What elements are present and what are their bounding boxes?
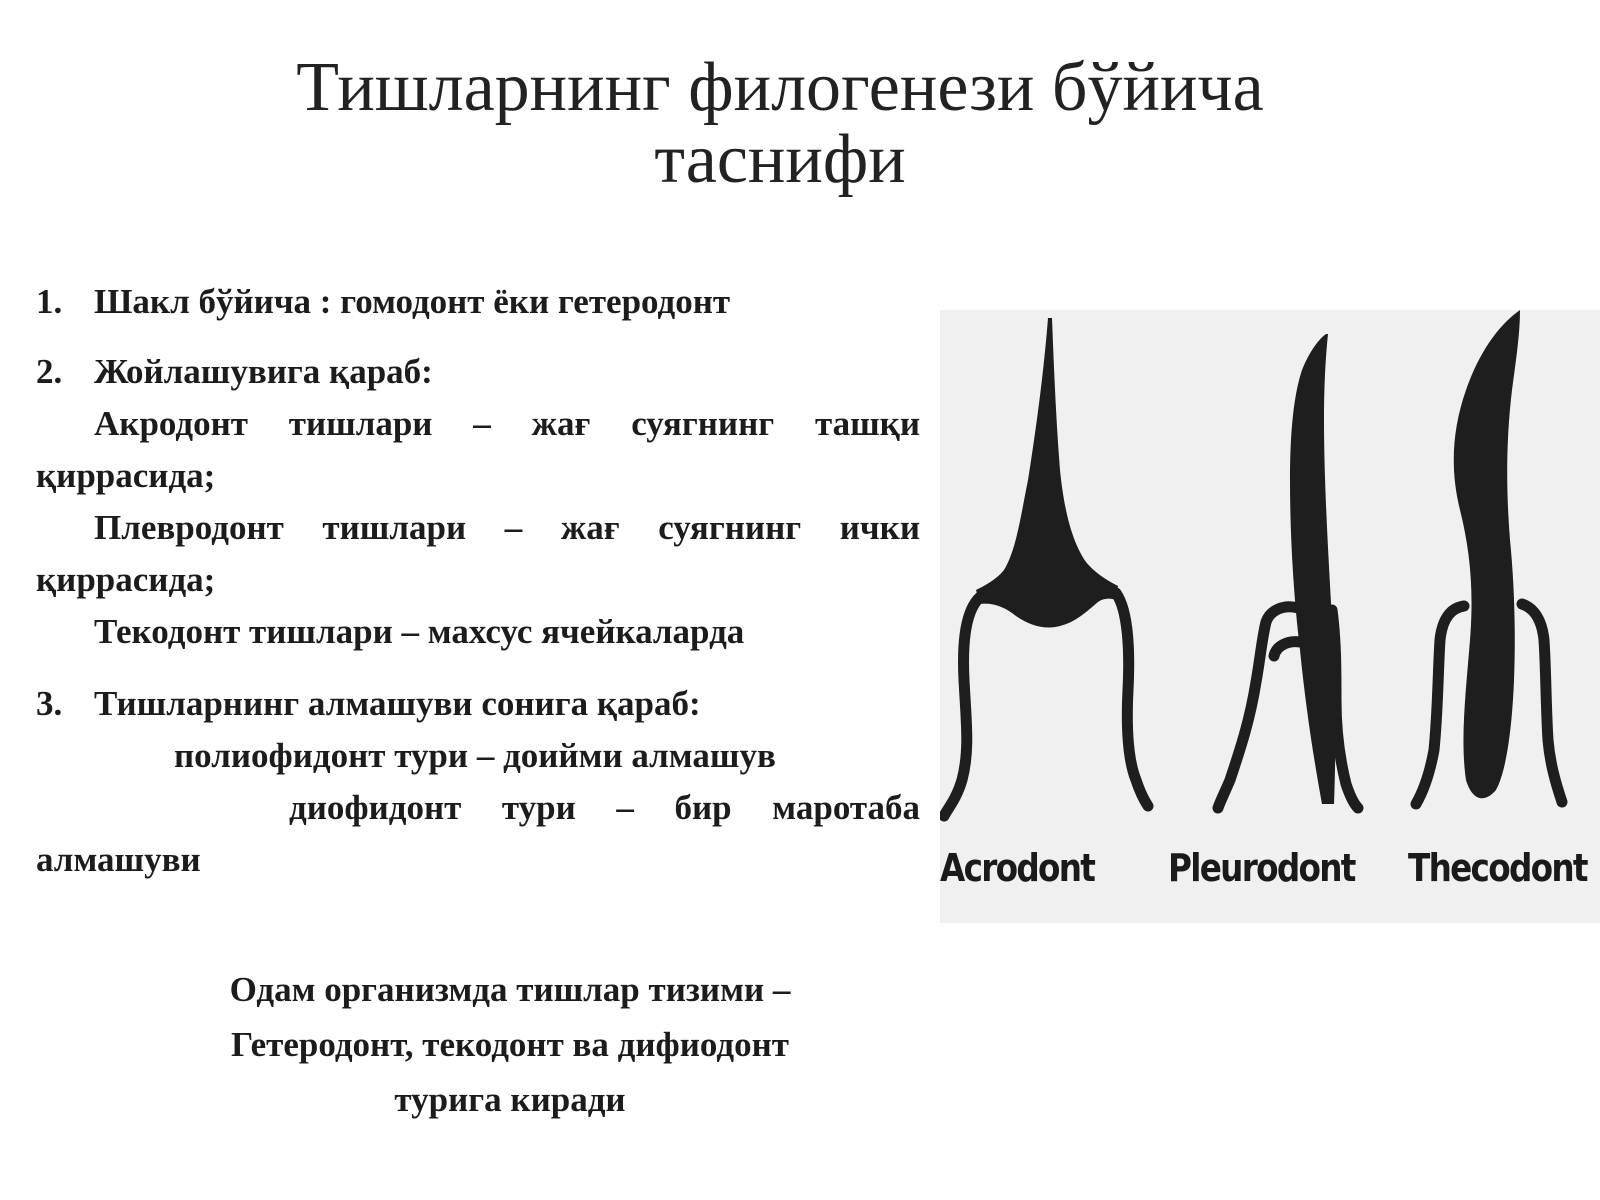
polyphyodont-description: полиофидонт тури – доийми алмашув bbox=[174, 736, 776, 775]
thecodont-label: Thecodont bbox=[1408, 846, 1587, 890]
pleurodont-jaw-icon bbox=[1218, 607, 1358, 808]
title-line-2: таснифи bbox=[654, 121, 906, 198]
list-item-heading: Жойлашувига қараб: bbox=[94, 352, 433, 391]
pleurodont-tooth-icon bbox=[1290, 334, 1335, 804]
list-item-shape bbox=[36, 276, 920, 328]
conclusion-text bbox=[110, 962, 910, 1127]
acrodont-label: Acrodont bbox=[940, 846, 1095, 890]
pleurodont-description: Плевродонт тишлари – жағ суягнинг ички қиррасида; bbox=[36, 508, 920, 599]
classification-list bbox=[36, 276, 920, 886]
list-item-replacement bbox=[36, 678, 920, 730]
conclusion-line-3: турига киради bbox=[394, 1080, 626, 1119]
slide-title bbox=[180, 49, 1380, 198]
list-number: 1. bbox=[36, 282, 63, 321]
list-item-text: Шакл бўйича : гомодонт ёки гетеродонт bbox=[94, 282, 731, 321]
thecodont-tooth-icon bbox=[1454, 310, 1520, 798]
list-number: 2. bbox=[36, 352, 63, 391]
title-line-1: Тишларнинг филогенези бўйича bbox=[296, 49, 1264, 126]
acrodont-tooth-icon bbox=[976, 318, 1118, 628]
pleurodont-label: Pleurodont bbox=[1168, 846, 1355, 890]
conclusion-line-2: Гетеродонт, текодонт ва дифиодонт bbox=[231, 1025, 789, 1064]
conclusion-line-1: Одам организмда тишлар тизими – bbox=[229, 970, 791, 1009]
diphyodont-description: диофидонт тури – бир маротаба алмашуви bbox=[36, 788, 920, 879]
thecodont-description: Текодонт тишлари – махсус ячейкаларда bbox=[94, 612, 745, 651]
list-item-location bbox=[36, 346, 920, 398]
list-number: 3. bbox=[36, 684, 63, 723]
list-item-heading: Тишларнинг алмашуви сонига қараб: bbox=[94, 684, 701, 723]
tooth-types-figure bbox=[940, 310, 1600, 923]
tooth-types-illustration bbox=[940, 310, 1600, 923]
acrodont-description: Акродонт тишлари – жағ суягнинг ташқи қиррасида; bbox=[36, 404, 920, 495]
